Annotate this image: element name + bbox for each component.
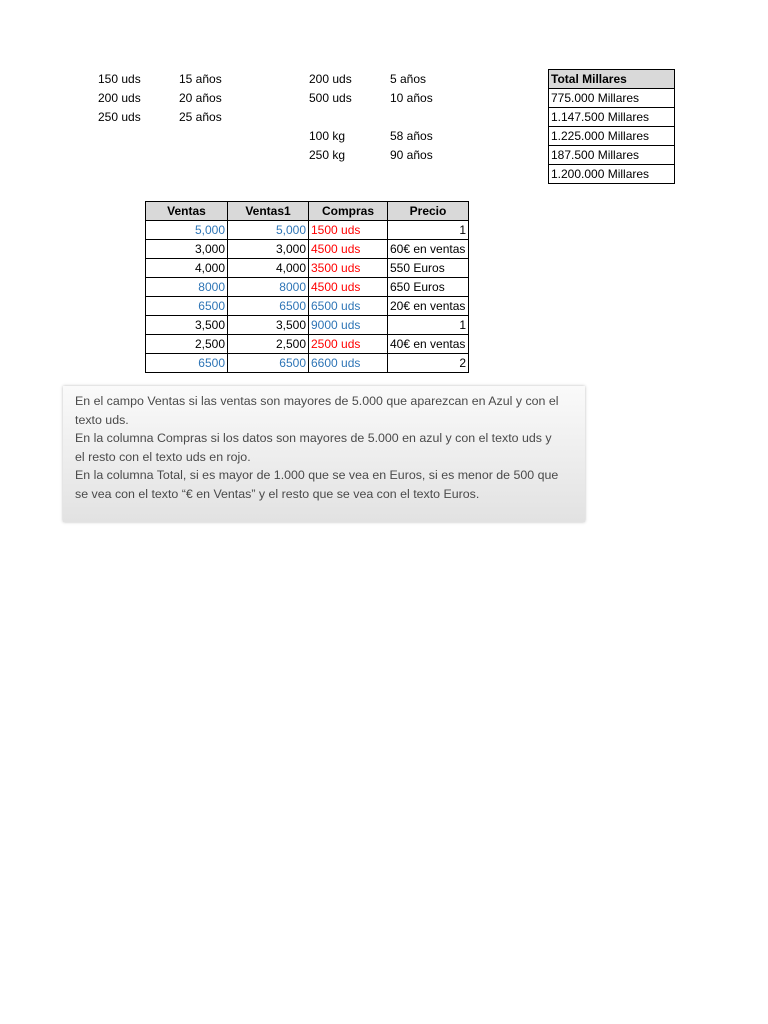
total-header: Total Millares [549,70,675,89]
compras-cell[interactable]: 6600 uds [309,354,388,373]
table-row [146,354,469,373]
ventas1-cell[interactable]: 2,500 [228,335,309,354]
ventas-cell[interactable]: 6500 [146,354,228,373]
note-line: En la columna Compras si los datos son mayores de 5.000 en azul y con el texto uds y [75,431,552,445]
ventas1-cell[interactable]: 4,000 [228,259,309,278]
years-cell: 10 años [390,91,433,105]
years-cell: 25 años [179,110,222,124]
precio-cell[interactable]: 1 [388,221,469,240]
ventas-cell[interactable]: 4,000 [146,259,228,278]
ventas1-cell[interactable]: 3,000 [228,240,309,259]
note-line: se vea con el texto “€ en Ventas” y el resto que se vea con el texto Euros. [75,486,480,501]
table-row [146,316,469,335]
instructions-note [63,386,585,522]
years-cell: 5 años [390,72,427,86]
compras-cell[interactable]: 2500 uds [309,335,388,354]
ventas-cell[interactable]: 5,000 [146,221,228,240]
precio-cell[interactable]: 40€ en ventas [388,335,469,354]
total-millares-table [548,69,675,184]
header-precio: Precio [388,202,469,221]
qty-cell: 100 kg [309,129,346,143]
years-cell: 20 años [179,91,222,105]
precio-cell[interactable]: 1 [388,316,469,335]
qty-cell: 250 kg [309,148,346,162]
table-row [146,278,469,297]
compras-cell[interactable]: 3500 uds [309,259,388,278]
ventas-cell[interactable]: 3,000 [146,240,228,259]
table-row [146,297,469,316]
header-ventas1: Ventas1 [228,202,309,221]
compras-cell[interactable]: 4500 uds [309,278,388,297]
precio-cell[interactable]: 650 Euros [388,278,469,297]
precio-cell[interactable]: 550 Euros [388,259,469,278]
note-line: En la columna Total, si es mayor de 1.000 que se vea en Euros, si es menor de 500 que [75,468,559,482]
years-cell: 15 años [179,72,222,86]
table-row [146,335,469,354]
ventas-cell[interactable]: 3,500 [146,316,228,335]
precio-cell[interactable]: 20€ en ventas [388,297,469,316]
ventas1-cell[interactable]: 8000 [228,278,309,297]
note-line: el resto con el texto uds en rojo. [75,449,251,464]
compras-cell[interactable]: 4500 uds [309,240,388,259]
total-cell[interactable]: 775.000 Millares [549,89,675,108]
sales-table [145,201,469,373]
table-row [146,240,469,259]
years-cell: 90 años [390,148,433,162]
years-cell: 58 años [390,129,433,143]
ventas-cell[interactable]: 2,500 [146,335,228,354]
header-ventas: Ventas [146,202,228,221]
header-compras: Compras [309,202,388,221]
compras-cell[interactable]: 1500 uds [309,221,388,240]
ventas1-cell[interactable]: 3,500 [228,316,309,335]
note-line: En el campo Ventas si las ventas son mayores de 5.000 que aparezcan en Azul y con el [75,394,559,408]
compras-cell[interactable]: 6500 uds [309,297,388,316]
table-row [146,259,469,278]
table-row [146,221,469,240]
ventas-cell[interactable]: 6500 [146,297,228,316]
qty-cell: 200 uds [309,72,352,86]
precio-cell[interactable]: 60€ en ventas [388,240,469,259]
precio-cell[interactable]: 2 [388,354,469,373]
total-cell[interactable]: 1.147.500 Millares [549,108,675,127]
total-cell[interactable]: 1.200.000 Millares [549,165,675,184]
ventas1-cell[interactable]: 5,000 [228,221,309,240]
ventas-cell[interactable]: 8000 [146,278,228,297]
total-cell[interactable]: 1.225.000 Millares [549,127,675,146]
ventas1-cell[interactable]: 6500 [228,354,309,373]
qty-cell: 200 uds [98,91,141,105]
total-cell[interactable]: 187.500 Millares [549,146,675,165]
compras-cell[interactable]: 9000 uds [309,316,388,335]
table-header-row [146,202,469,221]
qty-cell: 250 uds [98,110,141,124]
ventas1-cell[interactable]: 6500 [228,297,309,316]
qty-cell: 150 uds [98,72,141,86]
note-line: texto uds. [75,412,129,427]
qty-cell: 500 uds [309,91,352,105]
